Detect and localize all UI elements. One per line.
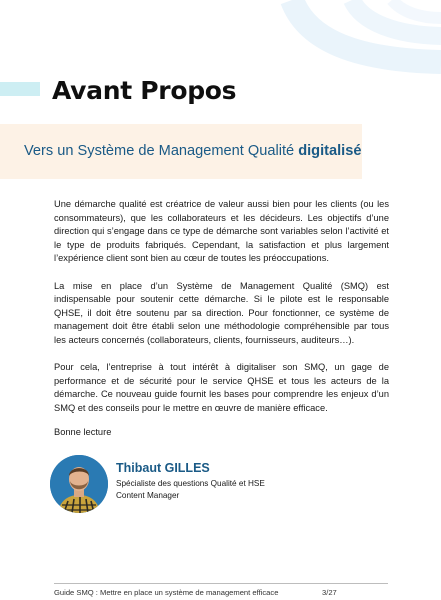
author-portrait-icon [50, 455, 108, 513]
author-role: Spécialiste des questions Qualité et HSE [116, 479, 265, 488]
page-title: Avant Propos [52, 76, 237, 105]
title-accent-bar [0, 82, 40, 96]
paragraph-1: Une démarche qualité est créatrice de valeur aussi bien pour les clients (ou les consommateurs), que les collaborateurs et les décideurs. Les objectifs d’une direction qui s’engage dans ce type de démarche sont variables selon l’activité et le type de produits fabriqués. Cependant, la satisfaction et plus largement l’expérience client sont bien au cœur de toutes les préoccupations. [54, 199, 389, 264]
paragraph-2: La mise en place d’un Système de Management Qualité (SMQ) est indispensable pour soutenir cette démarche. Si le pilote est le responsable QHSE, il doit être soutenu par sa direction. Pour fonctionner, ce système de management doit être établi selon une méthodologie compréhensible par tous les acteurs concernés (collaborateurs, clients, fournisseurs, auditeurs…). [54, 280, 389, 345]
paragraph-3: Pour cela, l’entreprise à tout intérêt à digitaliser son SMQ, un gage de performance et de sécurité pour le service QHSE et tous les acteurs de la démarche. Ce nouveau guide fournit les bases pour comprendre les enjeux d’un SMQ et des conseils pour le mettre en œuvre de manière efficace. [54, 362, 389, 413]
author-role-secondary: Content Manager [116, 491, 180, 500]
author-name: Thibaut GILLES [116, 461, 210, 475]
subtitle [24, 143, 361, 159]
footer-guide-title: Guide SMQ : Mettre en place un système de management efficace [54, 588, 279, 597]
closing-text: Bonne lecture [54, 427, 112, 437]
page-number: 3/27 [322, 588, 337, 597]
body-text [54, 198, 389, 429]
subtitle-regular: Vers un Système de Management Qualité [24, 143, 299, 159]
author-avatar [50, 455, 108, 513]
subtitle-bold: digitalisé [298, 143, 362, 159]
footer-divider [54, 583, 388, 584]
